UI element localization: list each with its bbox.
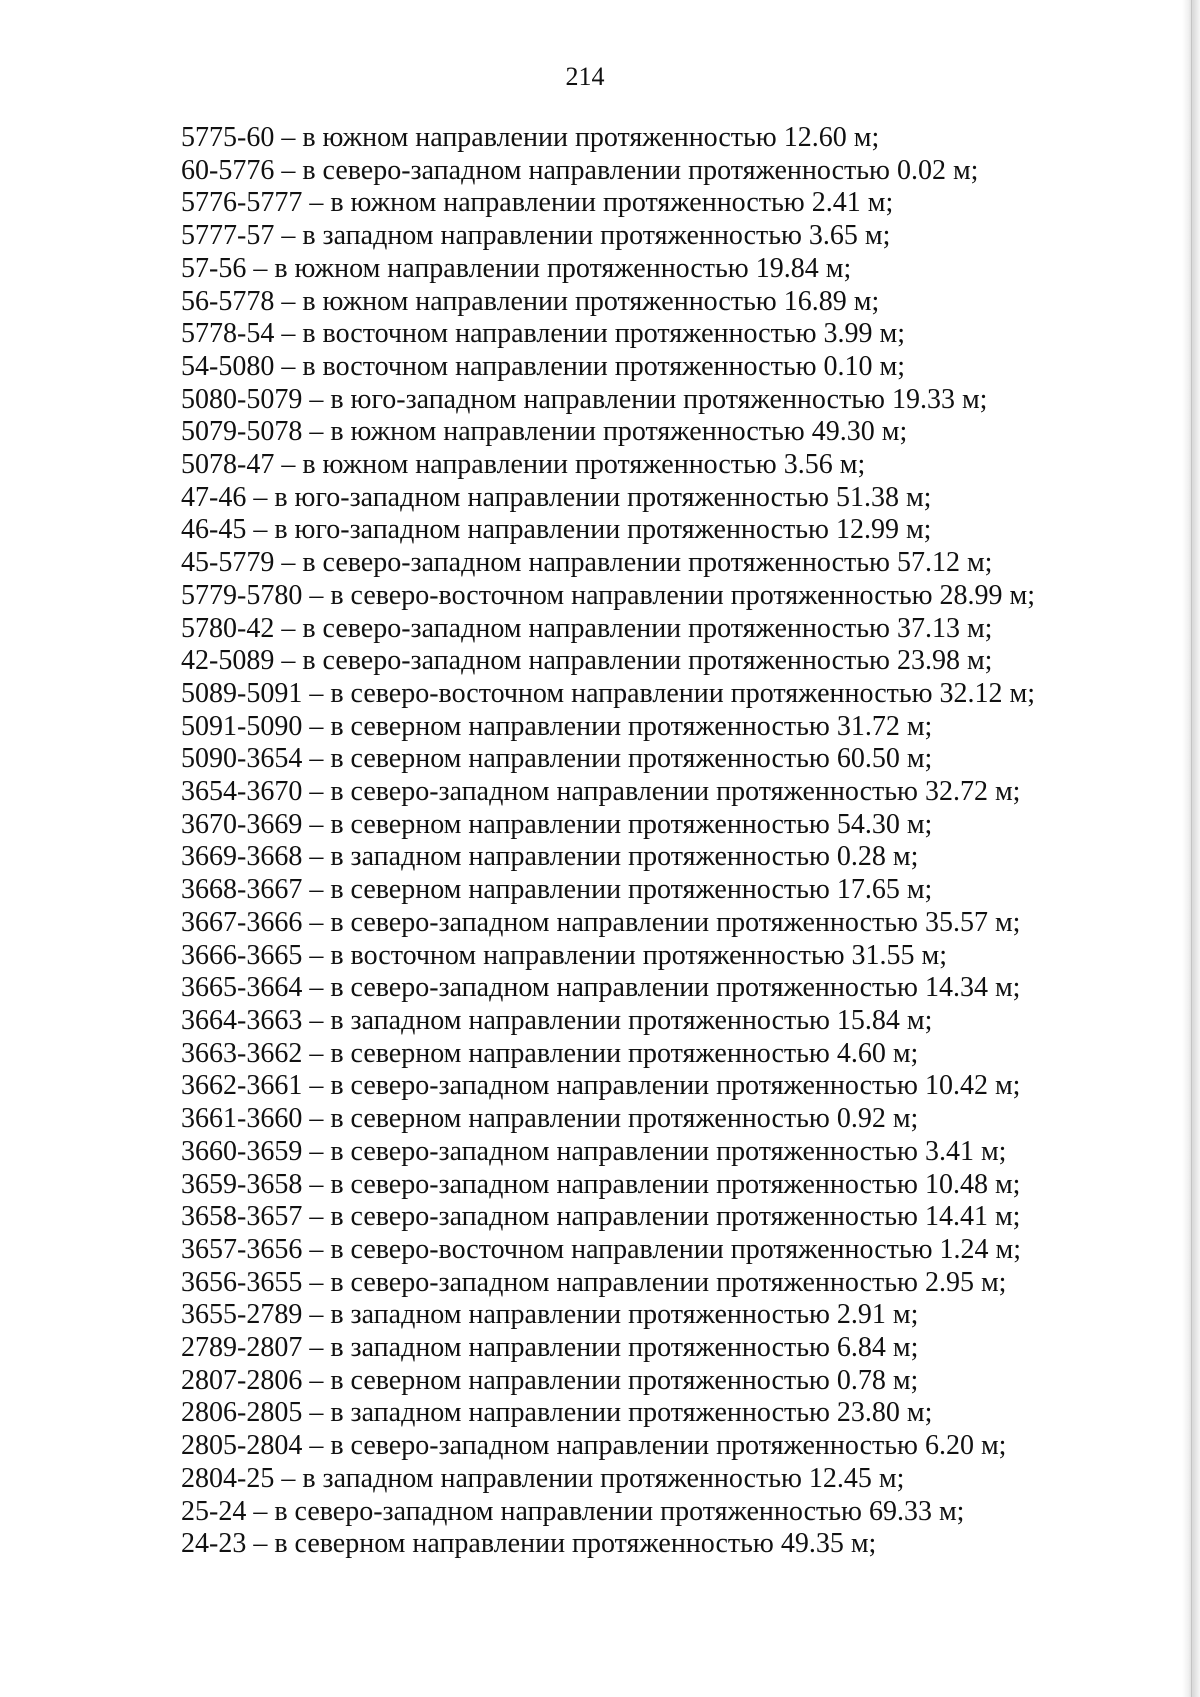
boundary-segment-line: 5775-60 – в южном направлении протяженностью 12.60 м; bbox=[181, 122, 880, 153]
boundary-segment-line: 3656-3655 – в северо-западном направлении протяженностью 2.95 м; bbox=[181, 1266, 1007, 1298]
boundary-segment-line: 54-5080 – в восточном направлении протяженностью 0.10 м; bbox=[181, 350, 906, 382]
boundary-segment-line: 3660-3659 – в северо-западном направлении протяженностью 3.41 м; bbox=[181, 1135, 1007, 1167]
boundary-segment-line: 3669-3668 – в западном направлении протяженностью 0.28 м; bbox=[181, 841, 919, 873]
boundary-segment-line: 2804-25 – в западном направлении протяженностью 12.45 м; bbox=[181, 1462, 905, 1494]
boundary-segment-line: 42-5089 – в северо-западном направлении протяженностью 23.98 м; bbox=[181, 645, 993, 677]
boundary-segment-line: 3664-3663 – в западном направлении протяженностью 15.84 м; bbox=[181, 1004, 933, 1036]
boundary-segment-line: 3654-3670 – в северо-западном направлении протяженностью 32.72 м; bbox=[181, 776, 1021, 808]
boundary-segment-line: 3658-3657 – в северо-западном направлении протяженностью 14.41 м; bbox=[181, 1201, 1021, 1233]
boundary-segment-line: 5079-5078 – в южном направлении протяженностью 49.30 м; bbox=[181, 416, 908, 448]
boundary-segment-list bbox=[181, 122, 1081, 1561]
boundary-segment-line: 3668-3667 – в северном направлении протяженностью 17.65 м; bbox=[181, 874, 933, 906]
boundary-segment-line: 2807-2806 – в северном направлении протяженностью 0.78 м; bbox=[181, 1364, 919, 1396]
boundary-segment-line: 2805-2804 – в северо-западном направлении протяженностью 6.20 м; bbox=[181, 1430, 1007, 1462]
boundary-segment-line: 57-56 – в южном направлении протяженностью 19.84 м; bbox=[181, 252, 852, 284]
boundary-segment-line: 5078-47 – в южном направлении протяженностью 3.56 м; bbox=[181, 449, 866, 481]
boundary-segment-line: 47-46 – в юго-западном направлении протяженностью 51.38 м; bbox=[181, 481, 932, 513]
boundary-segment-line: 3659-3658 – в северо-западном направлении протяженностью 10.48 м; bbox=[181, 1168, 1021, 1200]
boundary-segment-line: 3663-3662 – в северном направлении протяженностью 4.60 м; bbox=[181, 1037, 919, 1069]
boundary-segment-line: 3667-3666 – в северо-западном направлении протяженностью 35.57 м; bbox=[181, 906, 1021, 938]
boundary-segment-line: 3666-3665 – в восточном направлении протяженностью 31.55 м; bbox=[181, 939, 948, 971]
boundary-segment-line: 3657-3656 – в северо-восточном направлении протяженностью 1.24 м; bbox=[181, 1233, 1022, 1265]
boundary-segment-line: 2806-2805 – в западном направлении протяженностью 23.80 м; bbox=[181, 1397, 933, 1429]
boundary-segment-line: 45-5779 – в северо-западном направлении протяженностью 57.12 м; bbox=[181, 547, 993, 579]
boundary-segment-line: 25-24 – в северо-западном направлении протяженностью 69.33 м; bbox=[181, 1495, 965, 1527]
page-scan-edge bbox=[1182, 0, 1200, 1697]
boundary-segment-line: 3665-3664 – в северо-западном направлении протяженностью 14.34 м; bbox=[181, 972, 1021, 1004]
boundary-segment-line: 3662-3661 – в северо-западном направлении протяженностью 10.42 м; bbox=[181, 1070, 1021, 1102]
boundary-segment-line: 5776-5777 – в южном направлении протяженностью 2.41 м; bbox=[181, 187, 894, 219]
boundary-segment-line: 5090-3654 – в северном направлении протяженностью 60.50 м; bbox=[181, 743, 933, 775]
boundary-segment-line: 3661-3660 – в северном направлении протяженностью 0.92 м; bbox=[181, 1103, 919, 1135]
boundary-segment-line: 5780-42 – в северо-западном направлении протяженностью 37.13 м; bbox=[181, 612, 993, 644]
boundary-segment-line: 5091-5090 – в северном направлении протяженностью 31.72 м; bbox=[181, 710, 933, 742]
boundary-segment-line: 56-5778 – в южном направлении протяженностью 16.89 м; bbox=[181, 285, 880, 317]
boundary-segment-line: 2789-2807 – в западном направлении протяженностью 6.84 м; bbox=[181, 1332, 919, 1364]
boundary-segment-line: 5779-5780 – в северо-восточном направлении протяженностью 28.99 м; bbox=[181, 579, 1036, 611]
boundary-segment-line: 46-45 – в юго-западном направлении протяженностью 12.99 м; bbox=[181, 514, 932, 546]
boundary-segment-line: 3655-2789 – в западном направлении протяженностью 2.91 м; bbox=[181, 1299, 919, 1331]
boundary-segment-line: 24-23 – в северном направлении протяженностью 49.35 м; bbox=[181, 1528, 877, 1560]
boundary-segment-line: 5777-57 – в западном направлении протяженностью 3.65 м; bbox=[181, 220, 891, 252]
boundary-segment-line: 5089-5091 – в северо-восточном направлении протяженностью 32.12 м; bbox=[181, 677, 1036, 709]
page-number: 214 bbox=[565, 62, 605, 91]
boundary-segment-line: 3670-3669 – в северном направлении протяженностью 54.30 м; bbox=[181, 808, 933, 840]
boundary-segment-line: 5778-54 – в восточном направлении протяженностью 3.99 м; bbox=[181, 318, 906, 350]
boundary-segment-line: 5080-5079 – в юго-западном направлении протяженностью 19.33 м; bbox=[181, 383, 988, 415]
boundary-segment-line: 60-5776 – в северо-западном направлении протяженностью 0.02 м; bbox=[181, 154, 979, 186]
